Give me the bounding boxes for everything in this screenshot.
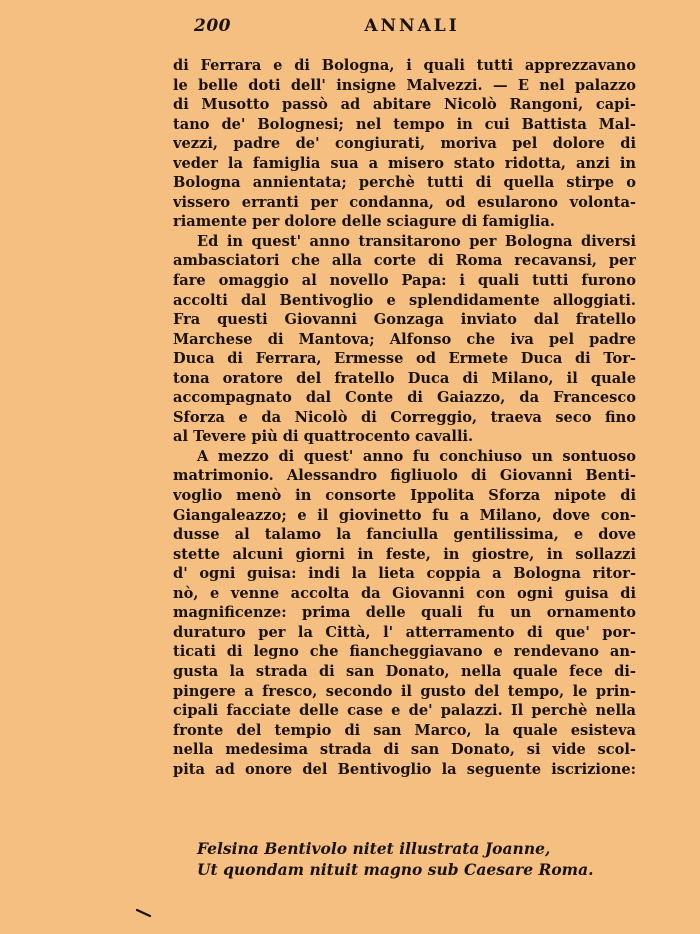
- text-line: al Tevere più di quattrocento cavalli.: [173, 428, 474, 446]
- text-line: tano de' Bolognesi; nel tempo in cui Battista Mal-: [173, 115, 636, 133]
- text-line: gusta la strada di san Donato, nella quale fece di-: [173, 662, 636, 680]
- inscription-line: Felsina Bentivolo nitet illustrata Joanne,: [197, 839, 551, 858]
- text-line: Duca di Ferrara, Ermesse od Ermete Duca di Tor-: [173, 350, 636, 368]
- page-number: 200: [194, 16, 231, 36]
- text-line: Fra questi Giovanni Gonzaga inviato dal fratello: [173, 311, 636, 329]
- text-line: accolti dal Bentivoglio e splendidamente alloggiati.: [173, 291, 636, 309]
- text-line: le belle doti dell' insigne Malvezzi. — E nel palazzo: [173, 76, 636, 94]
- text-line: pita ad onore del Bentivoglio la seguente iscrizione:: [173, 760, 636, 778]
- text-line: Bologna annientata; perchè tutti di quella stirpe o: [173, 174, 636, 192]
- text-line: ticati di legno che fiancheggiavano e rendevano an-: [173, 643, 636, 661]
- text-line: Marchese di Mantova; Alfonso che iva pel padre: [173, 330, 636, 348]
- text-line: nella medesima strada di san Donato, si vide scol-: [173, 741, 636, 759]
- body-text: [173, 56, 636, 779]
- page-header: [170, 16, 640, 40]
- text-line: di Musotto passò ad abitare Nicolò Rangoni, capi-: [173, 96, 636, 114]
- text-line: matrimonio. Alessandro figliuolo di Giovanni Benti-: [173, 467, 636, 485]
- text-line: dusse al talamo la fanciulla gentilissima, e dove: [173, 526, 636, 544]
- text-line: fronte del tempio di san Marco, la quale esisteva: [173, 721, 636, 739]
- running-head: ANNALI: [364, 16, 460, 36]
- text-line: Sforza e da Nicolò di Correggio, traeva seco fino: [173, 408, 636, 426]
- text-line: Giangaleazzo; e il giovinetto fu a Milano, dove con-: [173, 506, 636, 524]
- text-line: tona oratore del fratello Duca di Milano, il quale: [173, 369, 636, 387]
- text-line: veder la famiglia sua a misero stato ridotta, anzi in: [173, 154, 636, 172]
- text-line: d' ogni guisa: indi la lieta coppia a Bologna ritor-: [173, 565, 636, 583]
- text-line: Ed in quest' anno transitarono per Bologna diversi: [197, 232, 636, 250]
- text-line: fare omaggio al novello Papa: i quali tutti furono: [173, 272, 636, 290]
- inscription-line: Ut quondam nituit magno sub Caesare Roma.: [197, 860, 594, 879]
- text-line: vissero erranti per condanna, od esularono volonta-: [173, 193, 636, 211]
- text-line: stette alcuni giorni in feste, in giostre, in sollazzi: [173, 545, 636, 563]
- text-line: vezzi, padre de' congiurati, moriva pel dolore di: [173, 135, 636, 153]
- text-line: di Ferrara e di Bologna, i quali tutti apprezzavano: [173, 57, 636, 74]
- text-line: A mezzo di quest' anno fu conchiuso un sontuoso: [197, 447, 636, 465]
- text-line: voglio menò in consorte Ippolita Sforza nipote di: [173, 487, 636, 505]
- text-line: riamente per dolore delle sciagure di famiglia.: [173, 213, 555, 231]
- text-line: ambasciatori che alla corte di Roma recavansi, per: [173, 252, 636, 270]
- text-line: magnificenze: prima delle quali fu un ornamento: [173, 604, 636, 622]
- text-line: duraturo per la Città, l' atterramento di que' por-: [173, 623, 636, 641]
- text-line: cipali facciate delle case e de' palazzi. Il perchè nella: [173, 702, 636, 720]
- text-line: accompagnato dal Conte di Gaiazzo, da Francesco: [173, 389, 636, 407]
- text-line: pingere a fresco, secondo il gusto del tempo, le prin-: [173, 682, 636, 700]
- text-line: nò, e venne accolta da Giovanni con ogni guisa di: [173, 584, 636, 602]
- ink-mark: [136, 908, 152, 918]
